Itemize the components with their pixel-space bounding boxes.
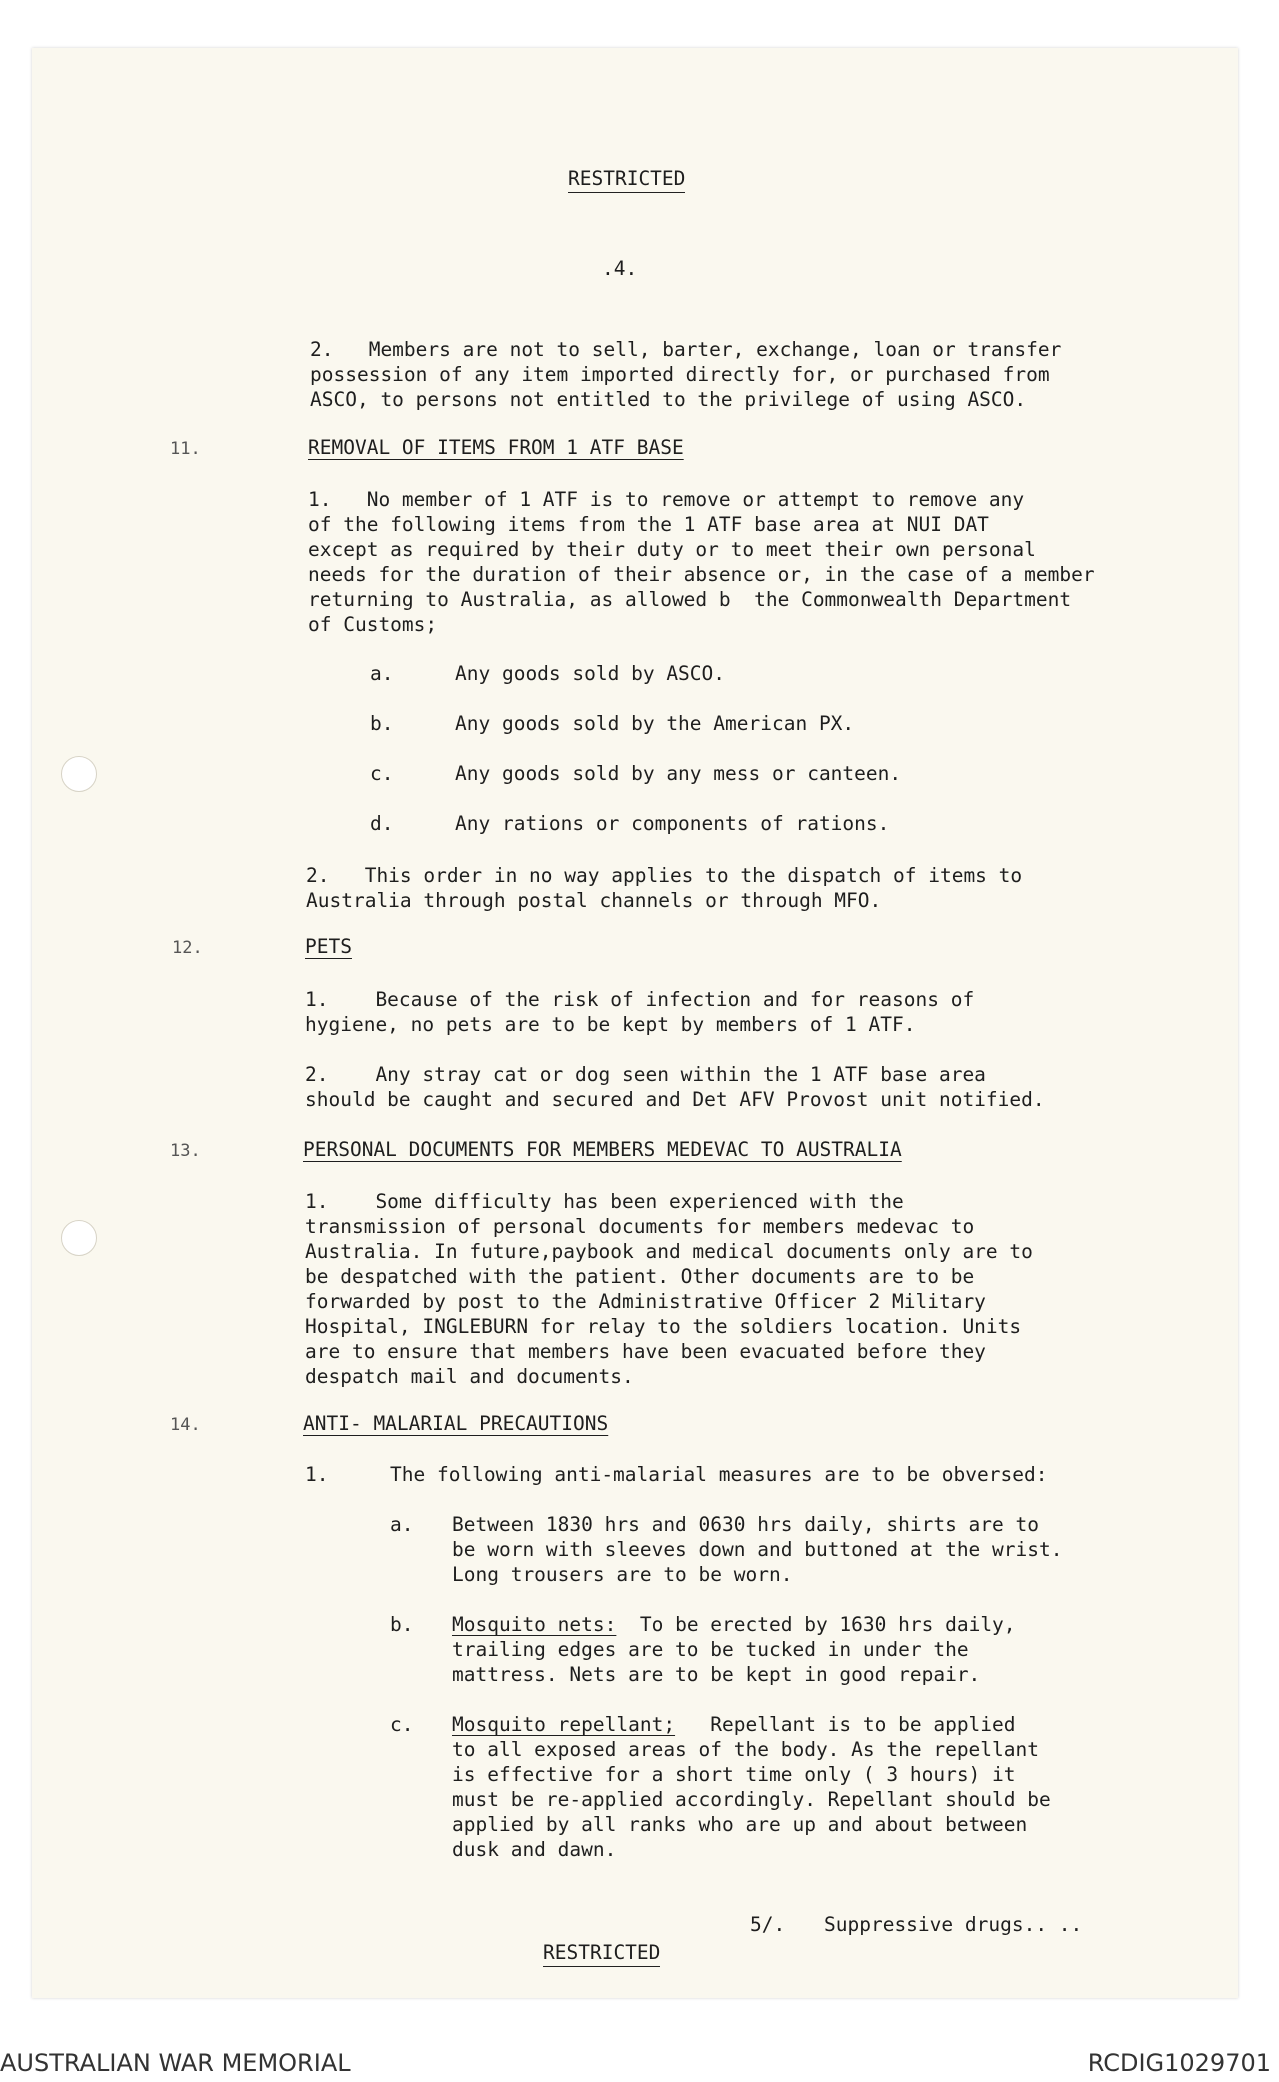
text-line: 1. Because of the risk of infection and for reasons of: [305, 988, 975, 1011]
list-letter: a.: [390, 1513, 414, 1536]
section-heading: REMOVAL OF ITEMS FROM 1 ATF BASE: [308, 436, 684, 459]
text-line: Between 1830 hrs and 0630 hrs daily, shirts are to: [452, 1513, 1039, 1536]
archive-caption: AUSTRALIAN WAR MEMORIAL: [0, 2049, 351, 2077]
text-line: despatch mail and documents.: [305, 1365, 634, 1388]
text-span: To be erected by 1630 hrs daily,: [616, 1613, 1016, 1636]
text-line: Long trousers are to be worn.: [452, 1563, 793, 1586]
text-line: The following anti-malarial measures are to be obversed:: [390, 1463, 1048, 1486]
text-line: should be caught and secured and Det AFV Provost unit notified.: [305, 1088, 1045, 1111]
continuation-number: 5/.: [750, 1913, 786, 1936]
list-item: Any rations or components of rations.: [455, 812, 890, 835]
text-line: to all exposed areas of the body. As the repellant: [452, 1738, 1039, 1761]
section-number: 13.: [170, 1141, 201, 1161]
text-line: of the following items from the 1 ATF base area at NUI DAT: [308, 513, 989, 536]
page-number: .4.: [602, 257, 638, 280]
text-line: [452, 1612, 1016, 1637]
text-line: applied by all ranks who are up and about between: [452, 1813, 1028, 1836]
text-line: Australia through postal channels or through MFO.: [306, 889, 882, 912]
text-line: 2. Any stray cat or dog seen within the 1 ATF base area: [305, 1063, 986, 1086]
text-line: [452, 1712, 1016, 1737]
text-line: transmission of personal documents for members medevac to: [305, 1215, 975, 1238]
classification-footer: RESTRICTED: [543, 1940, 660, 1967]
list-letter: c.: [370, 762, 394, 785]
list-letter: a.: [370, 662, 394, 685]
text-line: be worn with sleeves down and buttoned at the wrist.: [452, 1538, 1063, 1561]
list-item: Any goods sold by the American PX.: [455, 712, 855, 735]
list-letter: b.: [390, 1613, 414, 1636]
list-letter: c.: [390, 1713, 414, 1736]
text-line: Australia. In future,paybook and medical documents only are to: [305, 1240, 1033, 1263]
text-line: is effective for a short time only ( 3 hours) it: [452, 1763, 1016, 1786]
section-number: 14.: [170, 1415, 201, 1435]
punch-hole: [61, 1220, 97, 1256]
text-line: Hospital, INGLEBURN for relay to the soldiers location. Units: [305, 1315, 1022, 1338]
text-line: 1. Some difficulty has been experienced with the: [305, 1190, 904, 1213]
text-line: 2. Members are not to sell, barter, exchange, loan or transfer: [310, 338, 1062, 361]
text-line: needs for the duration of their absence or, in the case of a member: [308, 563, 1095, 586]
text-line: are to ensure that members have been evacuated before they: [305, 1340, 986, 1363]
text-line: possession of any item imported directly for, or purchased from: [310, 363, 1050, 386]
list-letter: b.: [370, 712, 394, 735]
text-line: of Customs;: [308, 613, 438, 636]
section-heading: PERSONAL DOCUMENTS FOR MEMBERS MEDEVAC TO AUSTRALIA: [303, 1138, 902, 1161]
text-line: be despatched with the patient. Other documents are to be: [305, 1265, 975, 1288]
text-line: except as required by their duty or to meet their own personal: [308, 538, 1036, 561]
section-number: 11.: [170, 439, 201, 459]
list-item: Any goods sold by any mess or canteen.: [455, 762, 902, 785]
text-line: ASCO, to persons not entitled to the privilege of using ASCO.: [310, 388, 1027, 411]
punch-hole: [61, 756, 97, 792]
section-heading: ANTI- MALARIAL PRECAUTIONS: [303, 1412, 609, 1435]
text-span: Repellant is to be applied: [675, 1713, 1016, 1736]
list-letter: d.: [370, 812, 394, 835]
text-line: must be re-applied accordingly. Repellant should be: [452, 1788, 1051, 1811]
classification-header: RESTRICTED: [568, 166, 685, 193]
section-number: 12.: [172, 938, 203, 958]
text-line: 1. No member of 1 ATF is to remove or attempt to remove any: [308, 488, 1025, 511]
text-line: forwarded by post to the Administrative Officer 2 Military: [305, 1290, 986, 1313]
text-line: trailing edges are to be tucked in under the: [452, 1638, 969, 1661]
text-line: returning to Australia, as allowed b the Commonwealth Department: [308, 588, 1072, 611]
subheading: Mosquito nets:: [452, 1613, 617, 1636]
text-line: dusk and dawn.: [452, 1838, 617, 1861]
text-line: hygiene, no pets are to be kept by members of 1 ATF.: [305, 1013, 916, 1036]
list-item: Any goods sold by ASCO.: [455, 662, 726, 685]
text-line: 2. This order in no way applies to the dispatch of items to: [306, 864, 1023, 887]
archive-id: RCDIG1029701: [1087, 2049, 1271, 2077]
section-heading: PETS: [305, 935, 352, 958]
continuation-text: Suppressive drugs.. ..: [824, 1913, 1083, 1936]
text-line: mattress. Nets are to be kept in good repair.: [452, 1663, 981, 1686]
list-number: 1.: [305, 1463, 329, 1486]
subheading: Mosquito repellant;: [452, 1713, 676, 1736]
